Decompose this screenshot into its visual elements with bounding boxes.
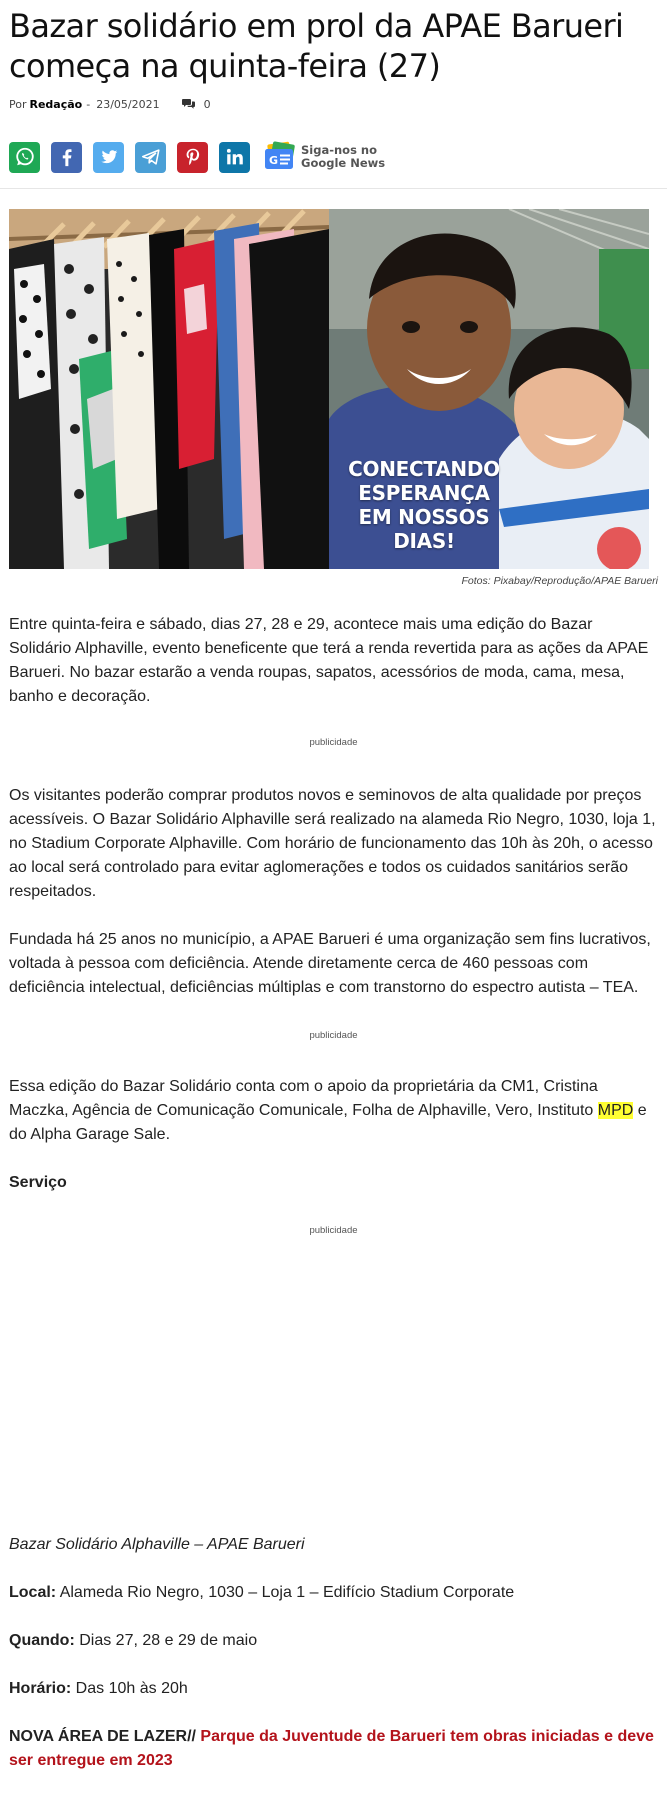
- article-featured-image[interactable]: [9, 209, 649, 569]
- paragraph-4-text-end: e do Alpha Garage Sale.: [9, 1102, 647, 1143]
- event-local: [9, 1581, 658, 1605]
- google-news-follow-button[interactable]: [263, 141, 385, 173]
- google-news-icon: [263, 141, 297, 173]
- google-news-line2: Google News: [301, 156, 386, 170]
- quando-value: Dias 27, 28 e 29 de maio: [74, 1632, 258, 1649]
- by-label: Por: [9, 97, 27, 111]
- ad-label: publicidade: [309, 1030, 358, 1041]
- paragraph-3: Fundada há 25 anos no município, a APAE Barueri é uma organização sem fins lucrativos, voltada à pessoa com deficiência. Atende diretamente cerca de 460 pessoas com deficiência intelectual, deficiências múltiplas e com transtorno do espectro autista – TEA.: [9, 931, 651, 996]
- svg-text:G: G: [269, 154, 279, 167]
- ad-slot: [9, 1236, 658, 1536]
- image-overlay-text: [329, 457, 519, 553]
- paragraph-2: Os visitantes poderão comprar produtos novos e seminovos de alta qualidade por preços acessíveis. O Bazar Solidário Alphaville será realizado na alameda Rio Negro, 1030, loja 1, no Stadium Corporate Alphaville. Com horário de funcionamento das 10h às 20h, o acesso ao local será controlado para evitar aglomerações e todos os cuidados sanitários serão respeitados.: [9, 787, 656, 900]
- horario-value: Das 10h às 20h: [71, 1680, 188, 1697]
- related-article-link[interactable]: Parque da Juventude de Barueri tem obras iniciadas e deve ser entregue em 2023: [9, 1728, 654, 1769]
- facebook-share-button[interactable]: [51, 142, 82, 173]
- local-value: Alameda Rio Negro, 1030 – Loja 1 – Edifício Stadium Corporate: [56, 1584, 515, 1601]
- ad-label: publicidade: [309, 1225, 358, 1236]
- clothes-rack-photo: [9, 209, 329, 569]
- event-date: [9, 1629, 658, 1653]
- ad-label: publicidade: [309, 737, 358, 748]
- publish-date: 23/05/2021: [96, 97, 160, 111]
- telegram-share-button[interactable]: [135, 142, 166, 173]
- article-body: [0, 613, 667, 1773]
- whatsapp-share-button[interactable]: [9, 142, 40, 173]
- overlay-line-1: CONECTANDO: [348, 457, 500, 481]
- author-link[interactable]: Redação: [29, 97, 83, 111]
- header-divider: [0, 188, 667, 189]
- quando-label: Quando:: [9, 1632, 75, 1649]
- highlighted-term: MPD: [597, 1102, 634, 1119]
- google-news-line1: Siga-nos no: [301, 143, 378, 157]
- article-title: Bazar solidário em prol da APAE Barueri começa na quinta-feira (27): [9, 7, 624, 85]
- article-meta: [9, 96, 658, 112]
- share-bar: [9, 140, 658, 174]
- horario-label: Horário:: [9, 1680, 72, 1697]
- event-name: Bazar Solidário Alphaville – APAE Barueri: [9, 1536, 305, 1553]
- servico-heading: Serviço: [9, 1174, 67, 1191]
- overlay-line-4: DIAS!: [393, 529, 455, 553]
- related-article-promo: [9, 1725, 658, 1773]
- twitter-icon: [98, 146, 120, 168]
- google-news-label: [301, 144, 385, 170]
- pinterest-share-button[interactable]: [177, 142, 208, 173]
- paragraph-1: Entre quinta-feira e sábado, dias 27, 28 e 29, acontece mais uma edição do Bazar Solidário Alphaville, evento beneficente que terá a renda revertida para as ações da APAE Barueri. No bazar estarão a venda roupas, sapatos, acessórios de moda, cama, mesa, banho e decoração.: [9, 616, 649, 705]
- facebook-icon: [56, 146, 78, 168]
- promo-label: NOVA ÁREA DE LAZER//: [9, 1728, 196, 1745]
- twitter-share-button[interactable]: [93, 142, 124, 173]
- linkedin-icon: [224, 146, 246, 168]
- overlay-line-3: EM NOSSOS: [358, 505, 490, 529]
- event-hours: [9, 1677, 658, 1701]
- comments-link[interactable]: [182, 98, 211, 111]
- linkedin-share-button[interactable]: [219, 142, 250, 173]
- pinterest-icon: [182, 146, 204, 168]
- paragraph-4-text-start: Essa edição do Bazar Solidário conta com o apoio da proprietária da CM1, Cristina Maczka, Agência de Comunicação Comunicale, Folha de Alphaville, Vero, Instituto: [9, 1078, 598, 1119]
- local-label: Local:: [9, 1584, 57, 1601]
- comments-count: 0: [203, 97, 211, 111]
- comment-icon: [182, 99, 195, 109]
- overlay-line-2: ESPERANÇA: [358, 481, 490, 505]
- whatsapp-icon: [14, 146, 36, 168]
- article-header: [0, 0, 667, 174]
- meta-separator: -: [86, 97, 91, 111]
- image-caption: Fotos: Pixabay/Reprodução/APAE Barueri: [461, 575, 658, 587]
- paragraph-4: [9, 1075, 658, 1147]
- telegram-icon: [140, 146, 162, 168]
